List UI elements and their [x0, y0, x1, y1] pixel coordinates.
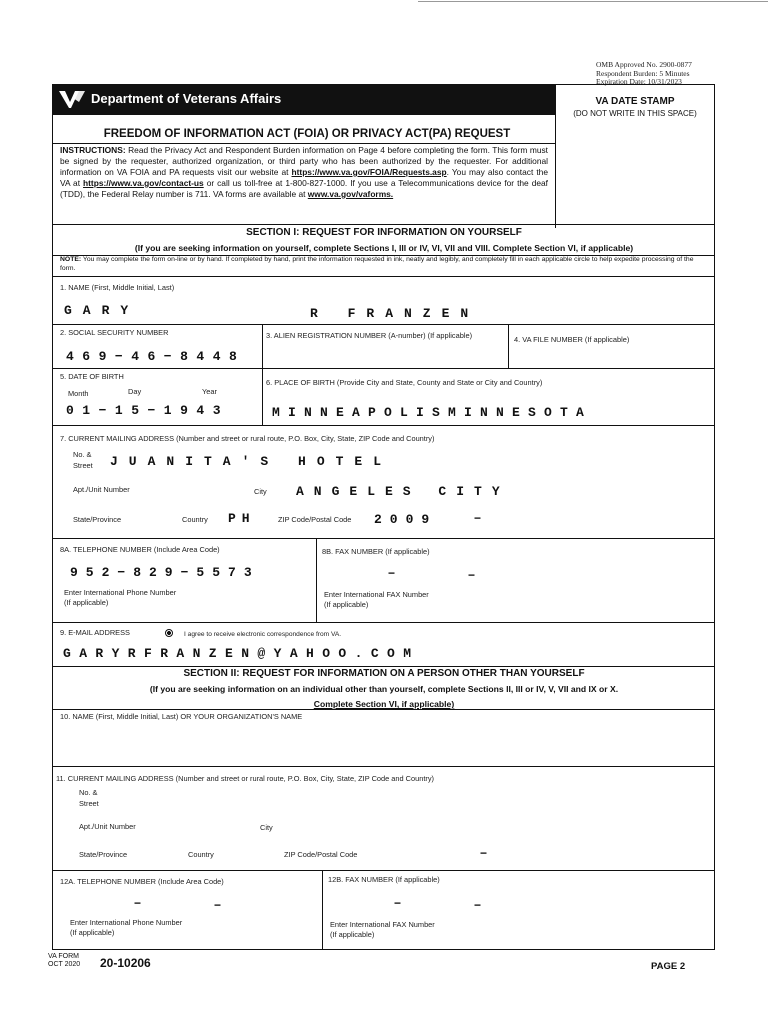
ssn-divider	[262, 324, 263, 369]
s2-zip-label: ZIP Code/Postal Code	[284, 850, 358, 859]
page-number: PAGE 2	[651, 961, 686, 972]
rule-8	[53, 766, 715, 767]
s2-apt-label: Apt./Unit Number	[79, 822, 136, 831]
stamp-divider	[555, 85, 556, 228]
rule-9	[53, 870, 715, 871]
va-forms-link[interactable]: www.va.gov/vaforms.	[307, 188, 394, 199]
first-name-value[interactable]: GARY	[64, 303, 140, 318]
dob-label: 5. DATE OF BIRTH	[60, 372, 124, 381]
contact-us-link[interactable]: https://www.va.gov/contact-us	[83, 177, 204, 188]
rule-6	[53, 622, 715, 623]
rule-7	[53, 709, 715, 710]
department-name: Department of Veterans Affairs	[91, 91, 282, 106]
s2-phone-divider	[322, 870, 323, 949]
s2-intl-fax-label-2: (If applicable)	[330, 930, 375, 939]
rule-5	[53, 538, 715, 539]
pob-label: 6. PLACE OF BIRTH (Provide City and State, County and State or City and Country)	[266, 378, 543, 387]
form-title: FREEDOM OF INFORMATION ACT (FOIA) OR PRIVACY ACT(PA) REQUEST	[103, 128, 511, 140]
s2-fax-dash-1: −	[394, 896, 402, 910]
s2-intl-fax-label-1: Enter International FAX Number	[330, 920, 435, 929]
dob-year-label: Year	[202, 387, 217, 396]
s2-phone-dash-2: −	[214, 898, 222, 912]
foia-requests-link[interactable]: https://www.va.gov/FOIA/Requests.asp	[291, 166, 447, 177]
s2-country-label: Country	[188, 850, 214, 859]
street-label-2: Street	[73, 461, 93, 470]
intl-fax-label-2: (If applicable)	[324, 600, 369, 609]
phone-divider	[316, 538, 317, 622]
s2-state-label: State/Province	[79, 850, 128, 859]
respondent-burden: Respondent Burden: 5 Minutes	[596, 68, 690, 78]
zip-label: ZIP Code/Postal Code	[278, 515, 352, 524]
email-label: 9. E-MAIL ADDRESS	[60, 628, 130, 637]
s2-zip-dash: −	[480, 846, 488, 860]
city-label: City	[254, 487, 267, 496]
intl-phone-label-1: Enter International Phone Number	[64, 588, 177, 597]
zip-value[interactable]: 2009	[374, 512, 438, 527]
omb-block	[596, 61, 692, 87]
section1-title: SECTION I: REQUEST FOR INFORMATION ON YOURSELF	[246, 227, 522, 238]
footer-form-label: VA FORM OCT 2020	[48, 953, 81, 968]
s2-street-label-1: No. &	[79, 788, 98, 797]
email-consent-label: I agree to receive electronic correspondence from VA.	[184, 631, 342, 638]
section1-note: NOTE: You may complete the form on-line or by hand. If completed by hand, print the information requested in ink, neatly and legibly, and completely fill in each applicable circle to help expedite processing of the form.	[60, 256, 694, 272]
alien-divider	[508, 324, 509, 369]
apt-label: Apt./Unit Number	[73, 485, 130, 494]
s2-street-label-2: Street	[79, 799, 99, 808]
intl-fax-label-1: Enter International FAX Number	[324, 590, 429, 599]
rule-4	[53, 425, 715, 426]
state-label: State/Province	[73, 515, 122, 524]
address-label: 7. CURRENT MAILING ADDRESS (Number and street or rural route, P.O. Box, City, State, ZIP Code and Country)	[60, 434, 435, 443]
email-value[interactable]: GARYRFRANZEN@YAHOO.COM	[63, 646, 420, 661]
ssn-value[interactable]: 469−46−8448	[66, 349, 246, 364]
va-file-number-label: 4. VA FILE NUMBER (If applicable)	[514, 335, 630, 344]
rule-3	[53, 368, 715, 369]
s2-intl-phone-label-2: (If applicable)	[70, 928, 115, 937]
section2-subtitle: (If you are seeking information on an individual other than yourself, complete Sections II, III or IV, V, VII and IX or X.	[149, 684, 619, 694]
street-value[interactable]: JUANITA'S HOTEL	[110, 454, 393, 469]
dob-day-label: Day	[128, 387, 142, 396]
va-date-stamp-title: VA DATE STAMP	[595, 96, 675, 107]
instructions: INSTRUCTIONS: Read the Privacy Act and Respondent Burden information on Page 4 before completing the form. This form must be signed by the requester, authorized organization, or third party who has been authorized by the requester. For additional information on VA FOIA and PA requests visit our website at https://www.va.gov/FOIA/Requests.asp. You may also contact the VA at https://www.va.gov/contact-us or call us toll-free at 1-800-827-1000. If you use a Telecommunications device for the deaf (TDD), the Federal Relay number is 711. VA forms are available at www.va.gov/vaforms.	[60, 145, 548, 199]
country-label: Country	[182, 515, 208, 524]
pob-value[interactable]: MINNEAPOLISMINNESOTA	[272, 405, 593, 420]
top-rule	[418, 1, 768, 2]
section1-top-rule	[53, 224, 715, 225]
phone-value[interactable]: 952−829−5573	[70, 565, 260, 580]
street-label-1: No. &	[73, 450, 92, 459]
va-logo-icon	[58, 88, 86, 110]
intl-phone-label-2: (If applicable)	[64, 598, 109, 607]
dob-value[interactable]: 01−15−1943	[66, 403, 230, 418]
s2-phone-dash-1: −	[134, 896, 142, 910]
fax-label: 8B. FAX NUMBER (If applicable)	[322, 547, 430, 556]
s2-city-label: City	[260, 823, 273, 832]
zip-dash: −	[474, 511, 482, 525]
dob-month-label: Month	[68, 389, 89, 398]
alien-number-label: 3. ALIEN REGISTRATION NUMBER (A-number) (If applicable)	[266, 331, 473, 340]
section2-subtitle-2: Complete Section VI, if applicable)	[313, 699, 455, 709]
va-date-stamp-note: (DO NOT WRITE IN THIS SPACE)	[573, 109, 697, 118]
expiration-date: Expiration Date: 10/31/2023	[596, 77, 682, 86]
section1-subtitle: (If you are seeking information on yourself, complete Sections I, III or IV, VI, VII and VIII. Complete Section VI, if applicable)	[134, 243, 634, 253]
rule-1	[53, 276, 715, 277]
omb-number: OMB Approved No. 2900-0877	[596, 60, 692, 69]
s2-address-label: 11. CURRENT MAILING ADDRESS (Number and street or rural route, P.O. Box, City, State, ZIP Code and Country)	[56, 774, 435, 783]
city-value[interactable]: ANGELES CITY	[296, 484, 510, 499]
dob-divider	[262, 368, 263, 425]
name-label: 1. NAME (First, Middle Initial, Last)	[60, 283, 175, 292]
phone-label: 8A. TELEPHONE NUMBER (Include Area Code)	[60, 545, 220, 554]
s2-fax-dash-2: −	[474, 898, 482, 912]
s2-intl-phone-label-1: Enter International Phone Number	[70, 918, 183, 927]
section2-title: SECTION II: REQUEST FOR INFORMATION ON A PERSON OTHER THAN YOURSELF	[183, 668, 585, 679]
last-name-value[interactable]: R FRANZEN	[310, 306, 480, 321]
email-consent-radio[interactable]	[165, 629, 173, 637]
rule-2	[53, 324, 715, 325]
form-number: 20-10206	[100, 956, 151, 970]
s2-phone-label: 12A. TELEPHONE NUMBER (Include Area Code)	[60, 877, 224, 886]
fax-dash-2: −	[468, 568, 476, 582]
fax-dash-1: −	[388, 566, 396, 580]
country-value[interactable]: PH	[228, 511, 256, 526]
s2-fax-label: 12B. FAX NUMBER (If applicable)	[328, 875, 440, 884]
ssn-label: 2. SOCIAL SECURITY NUMBER	[60, 328, 169, 337]
s2-name-label: 10. NAME (First, Middle Initial, Last) OR YOUR ORGANIZATION'S NAME	[60, 712, 303, 721]
